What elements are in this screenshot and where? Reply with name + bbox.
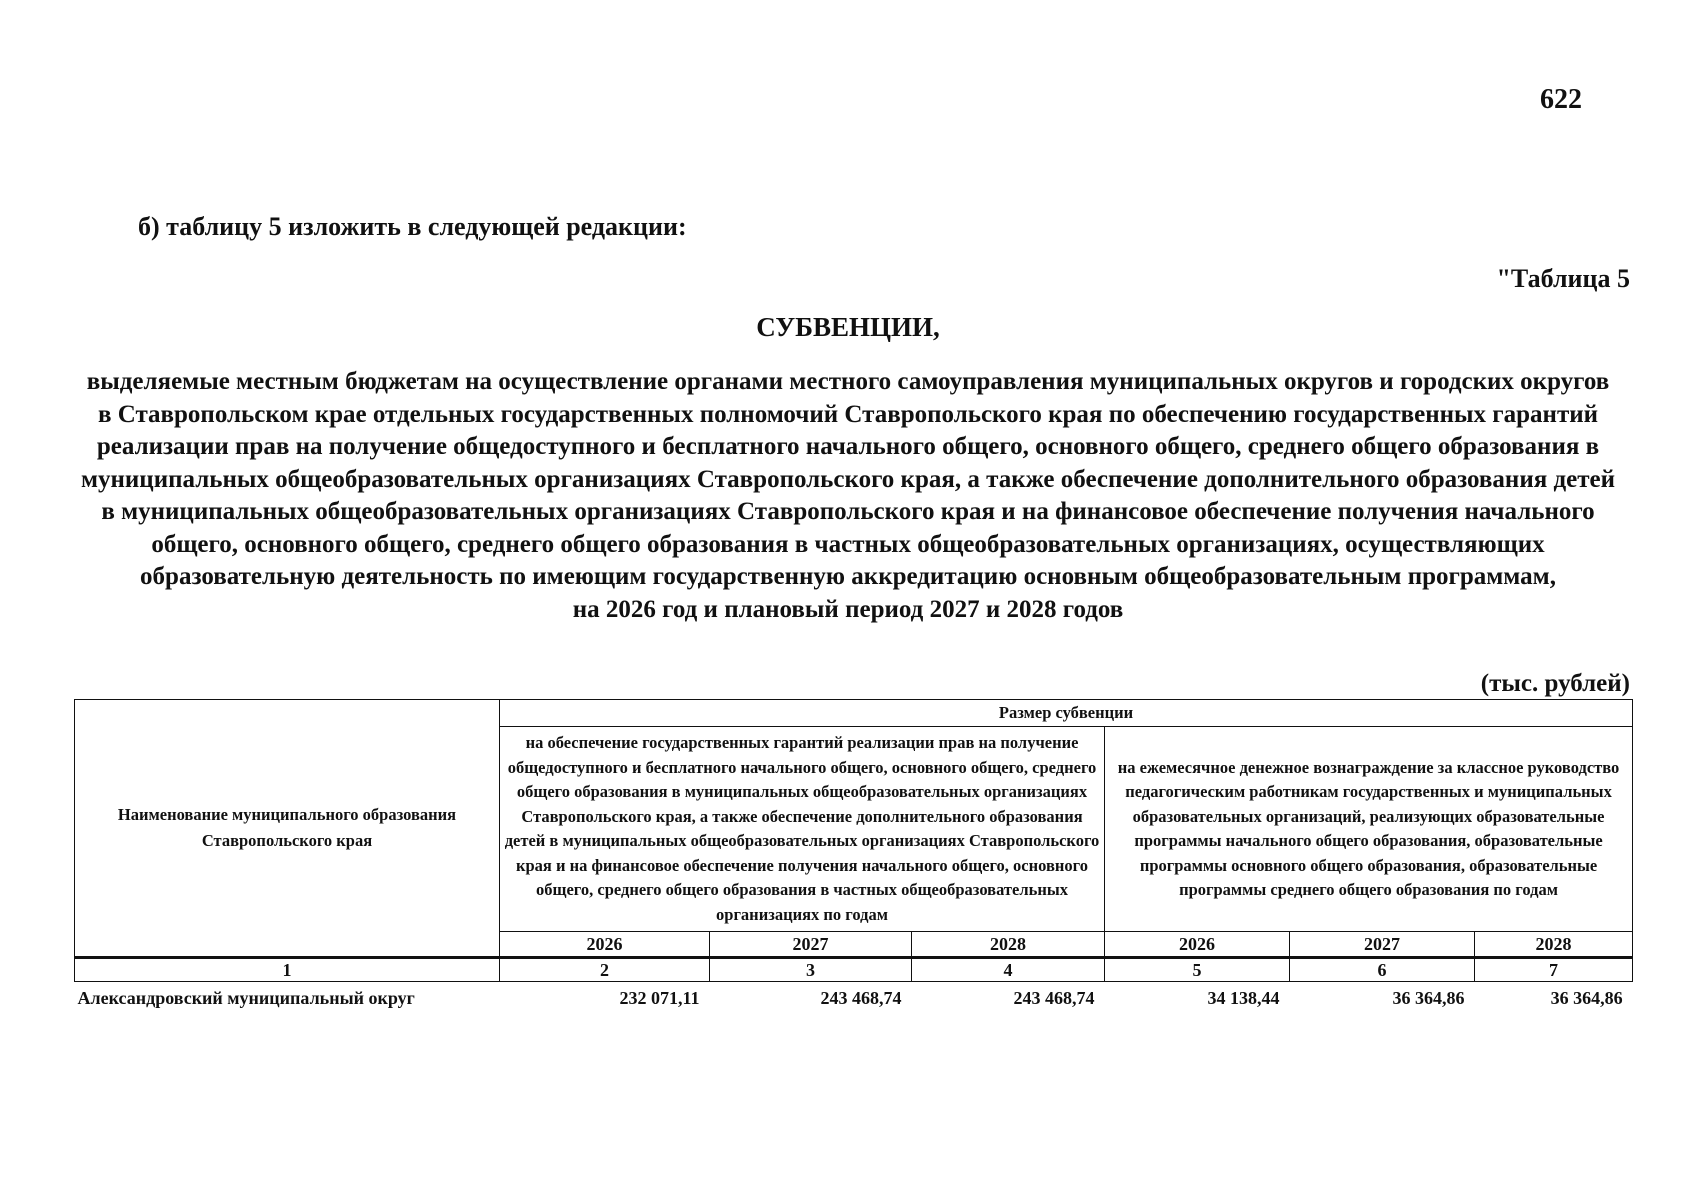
- class-guidance-reward-header: на ежемесячное денежное вознаграждение за классное руководство педагогическим работникам государственных и муниципальных образовательных организаций, реализующих образовательные программы начального общего образования, образовательные программы основного общего образования, образовательные программы среднего общего образования по годам: [1105, 727, 1633, 932]
- year-header: 2027: [1290, 932, 1475, 958]
- subtitle-line: общего, основного общего, среднего общего образования в частных общеобразовательных организациях, осуществляющих: [151, 530, 1545, 558]
- column-number: 5: [1105, 958, 1290, 982]
- year-header: 2027: [710, 932, 912, 958]
- document-subtitle: [70, 366, 1626, 626]
- table-header: [75, 700, 1633, 982]
- value-cell: 232 071,11: [619, 988, 700, 1008]
- table-row: [75, 982, 1633, 1010]
- subtitle-line: муниципальных общеобразовательных организациях Ставропольского края, а также обеспечение дополнительного образования детей: [80, 465, 1616, 493]
- value-cell: 243 468,74: [1013, 988, 1095, 1008]
- education-guarantees-header: на обеспечение государственных гарантий реализации прав на получение общедоступного и бесплатного начального общего, основного общего, среднего общего образования в муниципальных общеобразовательных организациях Ставропольского края, а также обеспечение дополнительного образования детей в муниципальных общеобразовательных организациях Ставропольского края и на финансовое обеспечение получения начального общего, основного общего, среднего общего образования в частных общеобразовательных организациях по годам: [500, 727, 1105, 932]
- subtitle-line: реализации прав на получение общедоступного и бесплатного начального общего, основного общего, среднего общего образования в: [96, 433, 1600, 460]
- value-cell: 36 364,86: [1550, 988, 1623, 1008]
- column-number: 2: [500, 958, 710, 982]
- year-header: 2026: [1105, 932, 1290, 958]
- value-cell: 36 364,86: [1392, 988, 1465, 1008]
- subsidy-table: [74, 699, 1633, 1009]
- column-number: 3: [710, 958, 912, 982]
- value-cell: 243 468,74: [820, 988, 902, 1008]
- subtitle-line: на 2026 год и плановый период 2027 и 2028 годов: [572, 595, 1124, 623]
- column-number: 7: [1475, 958, 1633, 982]
- column-number: 6: [1290, 958, 1475, 982]
- document-title: СУБВЕНЦИИ,: [756, 312, 940, 342]
- subsidy-amount-header: Размер субвенции: [500, 700, 1633, 727]
- column-number: 4: [912, 958, 1105, 982]
- municipality-name-header: Наименование муниципального образования Ставропольского края: [75, 700, 500, 958]
- subtitle-line: в Ставропольском крае отдельных государственных полномочий Ставропольского края по обеспечению государственных гарантий: [97, 400, 1599, 428]
- amendment-intro: б) таблицу 5 изложить в следующей редакции:: [138, 212, 687, 241]
- column-number-row: [75, 958, 1633, 982]
- year-header: 2026: [500, 932, 710, 958]
- subtitle-line: в муниципальных общеобразовательных организациях Ставропольского края и на финансовое обеспечение получения начального: [101, 498, 1595, 525]
- units-label: (тыс. рублей): [1480, 670, 1630, 697]
- page-number: 622: [1540, 84, 1582, 115]
- year-header: 2028: [1475, 932, 1633, 958]
- column-number: 1: [75, 958, 500, 982]
- value-cell: 34 138,44: [1207, 988, 1280, 1008]
- year-header: 2028: [912, 932, 1105, 958]
- subtitle-line: образовательную деятельность по имеющим государственную аккредитацию основным общеобразовательным программам,: [140, 563, 1556, 590]
- municipality-name: Александровский муниципальный округ: [77, 988, 415, 1008]
- subtitle-line: выделяемые местным бюджетам на осуществление органами местного самоуправления муниципальных округов и городских округов: [86, 368, 1610, 395]
- table-label: "Таблица 5: [1496, 264, 1630, 293]
